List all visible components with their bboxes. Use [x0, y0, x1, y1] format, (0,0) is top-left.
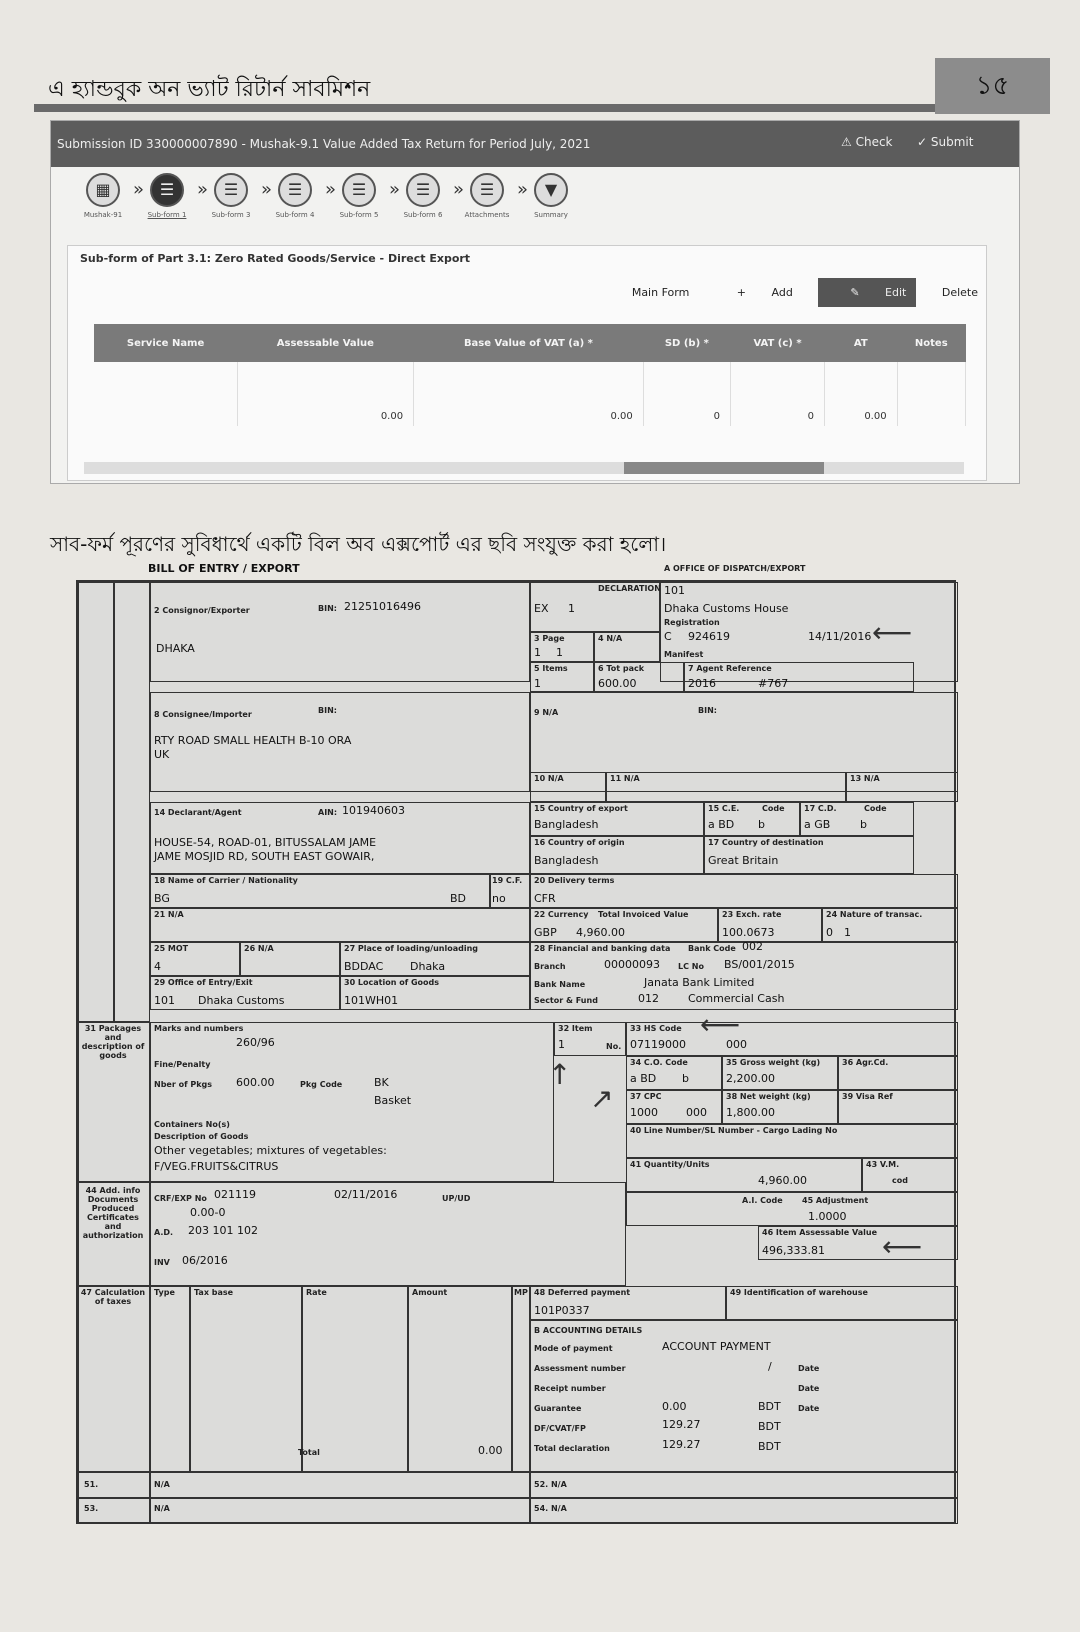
subform-title: Sub-form of Part 3.1: Zero Rated Goods/Service - Direct Export	[80, 252, 471, 265]
hs-b: 000	[726, 1038, 747, 1051]
na4-label: 4 N/A	[598, 634, 623, 643]
net-label: 38 Net weight (kg)	[726, 1092, 811, 1101]
chevron-right-icon: »	[389, 179, 401, 200]
bill-of-entry-form	[76, 562, 956, 1524]
bdt-label: BDT	[758, 1400, 781, 1413]
total-declaration-value: 129.27	[662, 1438, 701, 1451]
step-label: Mushak-91	[83, 211, 123, 219]
subform-table	[94, 324, 966, 426]
co-a: a BD	[630, 1072, 657, 1085]
vm-label: 43 V.M.	[866, 1160, 900, 1169]
net-value: 1,800.00	[726, 1106, 775, 1119]
edit-button[interactable]	[818, 278, 916, 307]
left-strip	[78, 582, 114, 1022]
bdt-label: BDT	[758, 1440, 781, 1453]
row-52-box	[530, 1472, 958, 1498]
marks-box	[150, 1022, 554, 1182]
office-code: 101	[664, 584, 685, 597]
crf-label: CRF/EXP No	[154, 1194, 207, 1203]
col-base-value: Base Value of VAT (a) *	[414, 324, 644, 362]
qty-label: 41 Quantity/Units	[630, 1160, 710, 1169]
delivery-label: 20 Delivery terms	[534, 876, 615, 885]
office-name: Dhaka Customs House	[664, 602, 789, 615]
subform-toolbar	[610, 286, 978, 299]
location-value: 101WH01	[344, 994, 399, 1007]
containers-label: Containers No(s)	[154, 1120, 230, 1129]
chevron-right-icon: »	[325, 179, 337, 200]
location-label: 30 Location of Goods	[344, 978, 440, 987]
description-line-1: Other vegetables; mixtures of vegetables:	[154, 1144, 387, 1157]
list-icon: ☰	[406, 173, 440, 207]
step-label: Sub-form 5	[339, 211, 379, 219]
col-service-name: Service Name	[94, 324, 237, 362]
assess-label: 46 Item Assessable Value	[762, 1228, 878, 1237]
reg-date: 14/11/2016	[808, 630, 872, 643]
line-number-label: 40 Line Number/SL Number - Cargo Lading No	[630, 1126, 838, 1135]
step-label: Summary	[534, 211, 568, 219]
agent-label: 7 Agent Reference	[688, 664, 772, 673]
total-cell	[94, 362, 237, 426]
mode-value: ACCOUNT PAYMENT	[662, 1340, 771, 1353]
country-origin: Bangladesh	[534, 854, 599, 867]
consignee-address: RTY ROAD SMALL HEALTH B-10 ORA	[154, 734, 352, 747]
country-dest: Great Britain	[708, 854, 779, 867]
chevron-right-icon: »	[197, 179, 209, 200]
list-icon: ☰	[470, 173, 504, 207]
row-53-na	[150, 1498, 530, 1524]
country-export-label: 15 Country of export	[534, 804, 628, 813]
add-label: Add	[771, 286, 793, 299]
loading-label: 27 Place of loading/unloading	[344, 944, 479, 953]
bank-code-label: Bank Code	[688, 944, 736, 953]
country-origin-label: 16 Country of origin	[534, 838, 625, 847]
adj-box	[626, 1192, 958, 1226]
check-button[interactable]	[841, 135, 893, 149]
row-54-label: 54. N/A	[534, 1504, 567, 1513]
loading-name: Dhaka	[410, 960, 446, 973]
scroll-thumb[interactable]	[624, 462, 824, 474]
office-entry-code: 101	[154, 994, 175, 1007]
calculator-icon: ▦	[86, 173, 120, 207]
guarantee-value: 0.00	[662, 1400, 687, 1413]
sector-value: Commercial Cash	[688, 992, 785, 1005]
page-a: 1	[534, 646, 541, 659]
plus-icon: +	[736, 286, 750, 299]
ain-value: 101940603	[342, 804, 405, 817]
cd-code-label: Code	[864, 804, 887, 813]
total-cell: 0.00	[825, 362, 898, 426]
totpack-label: 6 Tot pack	[598, 664, 645, 673]
submit-button[interactable]	[917, 135, 973, 149]
row-51-label: 51.	[84, 1480, 99, 1489]
dfcvat-label: DF/CVAT/FP	[534, 1424, 586, 1433]
manifest-label: Manifest	[664, 650, 704, 659]
assess-value: 496,333.81	[762, 1244, 825, 1257]
ce-label: 15 C.E.	[708, 804, 740, 813]
delivery-value: CFR	[534, 892, 556, 905]
item-label: 32 Item	[558, 1024, 593, 1033]
step-navigator	[73, 173, 633, 243]
vm-value: cod	[892, 1176, 908, 1185]
office-entry: Dhaka Customs	[198, 994, 285, 1007]
guarantee-label: Guarantee	[534, 1404, 582, 1413]
ce-b: b	[758, 818, 765, 831]
total-value: 0.00	[478, 1444, 503, 1457]
adj-value: 1.0000	[808, 1210, 847, 1223]
declarant-address-1: HOUSE-54, ROAD-01, BITUSSALAM JAME	[154, 836, 377, 849]
list-icon: ☰	[278, 173, 312, 207]
summary-icon: ▼	[534, 173, 568, 207]
financial-label: 28 Financial and banking data	[534, 944, 671, 953]
pkg-code: BK	[374, 1076, 389, 1089]
nature-a: 0	[826, 926, 833, 939]
bdt-label: BDT	[758, 1420, 781, 1433]
row-54-box	[530, 1498, 958, 1524]
gross-value: 2,200.00	[726, 1072, 775, 1085]
col-at: AT	[825, 324, 898, 362]
arrow-up-right-icon: ↗	[590, 1082, 614, 1115]
totals-row	[94, 362, 966, 426]
bank-code: 002	[742, 940, 763, 953]
calc-label-box	[78, 1286, 150, 1472]
assess-no-label: Assessment number	[534, 1364, 626, 1373]
na21-label: 21 N/A	[154, 910, 184, 919]
mp-label: MP	[514, 1288, 528, 1297]
crf-date: 02/11/2016	[334, 1188, 398, 1201]
date-label: Date	[798, 1404, 820, 1413]
rate-label: Rate	[306, 1288, 327, 1297]
upud-label: UP/UD	[442, 1194, 471, 1203]
type-col	[150, 1286, 190, 1472]
row-52-label: 52. N/A	[534, 1480, 567, 1489]
qty-value: 4,960.00	[758, 1174, 807, 1187]
vat-return-screenshot	[50, 120, 1020, 484]
branch-label: Branch	[534, 962, 566, 971]
currency-value: GBP	[534, 926, 557, 939]
consignor-label: 2 Consignor/Exporter	[154, 606, 250, 615]
dfcvat-value: 129.27	[662, 1418, 701, 1431]
submission-bar	[51, 121, 1019, 167]
ce-code-label: Code	[762, 804, 785, 813]
total-label: Total	[298, 1448, 320, 1457]
na26-label: 26 N/A	[244, 944, 274, 953]
date-label: Date	[798, 1384, 820, 1393]
fine-label: Fine/Penalty	[154, 1060, 211, 1069]
deferred-value: 101P0337	[534, 1304, 590, 1317]
reg-c: C	[664, 630, 672, 643]
mot-label: 25 MOT	[154, 944, 189, 953]
rate-col	[302, 1286, 408, 1472]
main-form-button[interactable]: Main Form	[631, 286, 690, 299]
exch-label: 23 Exch. rate	[722, 910, 782, 919]
ain-label: AIN:	[318, 808, 338, 817]
edit-label: Edit	[885, 286, 907, 299]
taxbase-label: Tax base	[194, 1288, 234, 1297]
check-icon: ✓	[917, 135, 928, 149]
step-summary[interactable]	[521, 173, 581, 219]
running-header	[34, 60, 1050, 104]
bank-name: Janata Bank Limited	[644, 976, 755, 989]
receipt-label: Receipt number	[534, 1384, 606, 1393]
horizontal-scrollbar[interactable]	[84, 462, 964, 474]
deferred-label: 48 Deferred payment	[534, 1288, 631, 1297]
crf-value: 021119	[214, 1188, 256, 1201]
agent-ref: #767	[758, 677, 789, 690]
total-invoiced-value: 4,960.00	[576, 926, 625, 939]
arrow-up-icon: ↑	[548, 1058, 572, 1091]
ai-label: A.I. Code	[742, 1196, 783, 1205]
items-label: 5 Items	[534, 664, 568, 673]
gross-label: 35 Gross weight (kg)	[726, 1058, 821, 1067]
inv-value: 06/2016	[182, 1254, 228, 1267]
loading-code: BDDAC	[344, 960, 384, 973]
pkg-name: Basket	[374, 1094, 412, 1107]
ad-label: A.D.	[154, 1228, 174, 1237]
warehouse-label: 49 Identification of warehouse	[730, 1288, 868, 1297]
submit-label: Submit	[930, 135, 974, 149]
row-51-na	[150, 1472, 530, 1498]
bin-label: BIN:	[318, 604, 337, 613]
declarant-label: 14 Declarant/Agent	[154, 808, 242, 817]
assess-no-slash: /	[768, 1360, 772, 1373]
table-header-row	[94, 324, 966, 362]
row-51-na-label: N/A	[154, 1480, 170, 1489]
caption: সাব-ফর্ম পূরণের সুবিধার্থে একটি বিল অব এক্সপোর্ট এর ছবি সংযুক্ত করা হলো।	[50, 532, 667, 556]
registration-label: Registration	[664, 618, 720, 627]
step-label: Sub-form 4	[275, 211, 315, 219]
office-label: A OFFICE OF DISPATCH/EXPORT	[664, 564, 806, 573]
col-sd: SD (b) *	[643, 324, 730, 362]
mode-label: Mode of payment	[534, 1344, 613, 1353]
pencil-icon: ✎	[850, 286, 864, 299]
reg-no: 924619	[688, 630, 730, 643]
header-rule	[34, 104, 939, 112]
subform-panel	[67, 245, 987, 481]
chevron-right-icon: »	[261, 179, 273, 200]
na10-label: 10 N/A	[534, 774, 564, 783]
step-label: Sub-form 6	[403, 211, 443, 219]
submission-title: Submission ID 330000007890 - Mushak-9.1 Value Added Tax Return for Period July, 2021	[57, 137, 591, 151]
description-line-2: F/VEG.FRUITS&CITRUS	[154, 1160, 279, 1173]
check-label: Check	[855, 135, 893, 149]
na11-label: 11 N/A	[610, 774, 640, 783]
office-entry-label: 29 Office of Entry/Exit	[154, 978, 253, 987]
co-label: 34 C.O. Code	[630, 1058, 688, 1067]
nature-b: 1	[844, 926, 851, 939]
nber-label: Nber of Pkgs	[154, 1080, 213, 1089]
country-export: Bangladesh	[534, 818, 599, 831]
packages-label: 31 Packages and description of goods	[81, 1024, 145, 1060]
col-assessable-value: Assessable Value	[237, 324, 413, 362]
na13-label: 13 N/A	[850, 774, 880, 783]
chevron-right-icon: »	[453, 179, 465, 200]
bin3-label: BIN:	[698, 706, 717, 715]
cf-value: no	[492, 892, 506, 905]
step-label: Sub-form 1	[147, 211, 187, 219]
mp-col	[512, 1286, 530, 1472]
row-53-na-label: N/A	[154, 1504, 170, 1513]
total-invoiced-label: Total Invoiced Value	[598, 910, 689, 919]
marks-label: Marks and numbers	[154, 1024, 244, 1033]
ce-a: a BD	[708, 818, 735, 831]
items-value: 1	[534, 677, 541, 690]
list-icon: ☰	[150, 173, 184, 207]
step-subform-5[interactable]	[329, 173, 389, 219]
accounting-label: B ACCOUNTING DETAILS	[534, 1326, 643, 1335]
pkg-code-label: Pkg Code	[300, 1080, 343, 1089]
sector-code: 012	[638, 992, 659, 1005]
carrier-nationality: BD	[450, 892, 467, 905]
country-dest-label: 17 Country of destination	[708, 838, 824, 847]
desc-label: Description of Goods	[154, 1132, 249, 1141]
hs-value: 07119000	[630, 1038, 686, 1051]
col-vat: VAT (c) *	[730, 324, 824, 362]
page-number: ১৫	[935, 58, 1050, 114]
crf-sub: 0.00-0	[190, 1206, 226, 1219]
col-notes: Notes	[897, 324, 965, 362]
arrow-left-icon: ⟵	[700, 1008, 741, 1041]
alert-icon: ⚠	[841, 135, 852, 149]
branch-value: 00000093	[604, 958, 660, 971]
na21-box	[150, 908, 530, 942]
step-label: Attachments	[464, 211, 510, 219]
step-subform-3[interactable]	[201, 173, 261, 219]
totpack-value: 600.00	[598, 677, 637, 690]
adj-label: 45 Adjustment	[802, 1196, 869, 1205]
mot-value: 4	[154, 960, 161, 973]
total-cell: 0	[730, 362, 824, 426]
step-label: Sub-form 3	[211, 211, 251, 219]
total-cell	[897, 362, 965, 426]
declarant-address-2: JAME MOSJID RD, SOUTH EAST GOWAIR,	[154, 850, 375, 863]
step-subform-1[interactable]	[137, 173, 197, 219]
step-mushak91[interactable]	[73, 173, 133, 219]
marks-value: 260/96	[236, 1036, 275, 1049]
hs-label: 33 HS Code	[630, 1024, 682, 1033]
add-button[interactable]	[715, 286, 793, 299]
total-cell: 0	[643, 362, 730, 426]
taxbase-col	[190, 1286, 302, 1472]
cpc-b: 000	[686, 1106, 707, 1119]
total-cell: 0.00	[414, 362, 644, 426]
consignee-label: 8 Consignee/Importer	[154, 710, 252, 719]
list-icon: ☰	[214, 173, 248, 207]
step-attachments[interactable]	[457, 173, 517, 219]
step-subform-6[interactable]	[393, 173, 453, 219]
no-label: No.	[606, 1042, 622, 1051]
step-subform-4[interactable]	[265, 173, 325, 219]
ad-value: 203 101 102	[188, 1224, 258, 1237]
form-title: BILL OF ENTRY / EXPORT	[148, 562, 300, 575]
left-strip	[114, 582, 150, 1022]
ex-value: EX	[534, 602, 549, 615]
agr-label: 36 Agr.Cd.	[842, 1058, 889, 1067]
cd-a: a GB	[804, 818, 831, 831]
na9-label: 9 N/A	[534, 708, 559, 717]
cd-b: b	[860, 818, 867, 831]
type-label: Type	[154, 1288, 175, 1297]
nature-label: 24 Nature of transac.	[826, 910, 923, 919]
page-b: 1	[556, 646, 563, 659]
currency-label: 22 Currency	[534, 910, 589, 919]
consignor-box	[150, 582, 530, 682]
carrier-label: 18 Name of Carrier / Nationality	[154, 876, 298, 885]
cd-label: 17 C.D.	[804, 804, 837, 813]
consignor-city: DHAKA	[156, 642, 195, 655]
co-b: b	[682, 1072, 689, 1085]
chevron-right-icon: »	[517, 179, 529, 200]
running-title: এ হ্যান্ডবুক অন ভ্যাট রিটার্ন সাবমিশন	[48, 77, 371, 102]
item-value: 1	[558, 1038, 565, 1051]
cf-label: 19 C.F.	[492, 876, 523, 885]
bank-name-label: Bank Name	[534, 980, 586, 989]
chevron-right-icon: »	[133, 179, 145, 200]
arrow-left-icon: ⟵	[872, 616, 913, 649]
amount-label: Amount	[412, 1288, 448, 1297]
page-label: 3 Page	[534, 634, 565, 643]
cpc-a: 1000	[630, 1106, 658, 1119]
declaration-label: DECLARATION	[598, 584, 661, 593]
carrier-value: BG	[154, 892, 170, 905]
bin2-label: BIN:	[318, 706, 337, 715]
lc-value: BS/001/2015	[724, 958, 795, 971]
visa-label: 39 Visa Ref	[842, 1092, 893, 1101]
total-declaration-label: Total declaration	[534, 1444, 610, 1453]
ex-num: 1	[568, 602, 575, 615]
sector-label: Sector & Fund	[534, 996, 598, 1005]
row-53-label: 53.	[84, 1504, 99, 1513]
delete-button[interactable]: Delete	[941, 286, 978, 299]
list-icon: ☰	[342, 173, 376, 207]
bin-value: 21251016496	[344, 600, 421, 613]
nber-value: 600.00	[236, 1076, 275, 1089]
calc-label: 47 Calculation of taxes	[80, 1288, 146, 1306]
agent-year: 2016	[688, 677, 716, 690]
exch-value: 100.0673	[722, 926, 775, 939]
consignee-country: UK	[154, 748, 170, 761]
addinfo-label: 44 Add. info Documents Produced Certificates and authorization	[82, 1186, 144, 1240]
na11-box	[606, 772, 846, 802]
inv-label: INV	[154, 1258, 170, 1267]
total-cell: 0.00	[237, 362, 413, 426]
lc-label: LC No	[678, 962, 704, 971]
date-label: Date	[798, 1364, 820, 1373]
arrow-left-icon: ⟵	[882, 1230, 923, 1263]
cpc-label: 37 CPC	[630, 1092, 662, 1101]
